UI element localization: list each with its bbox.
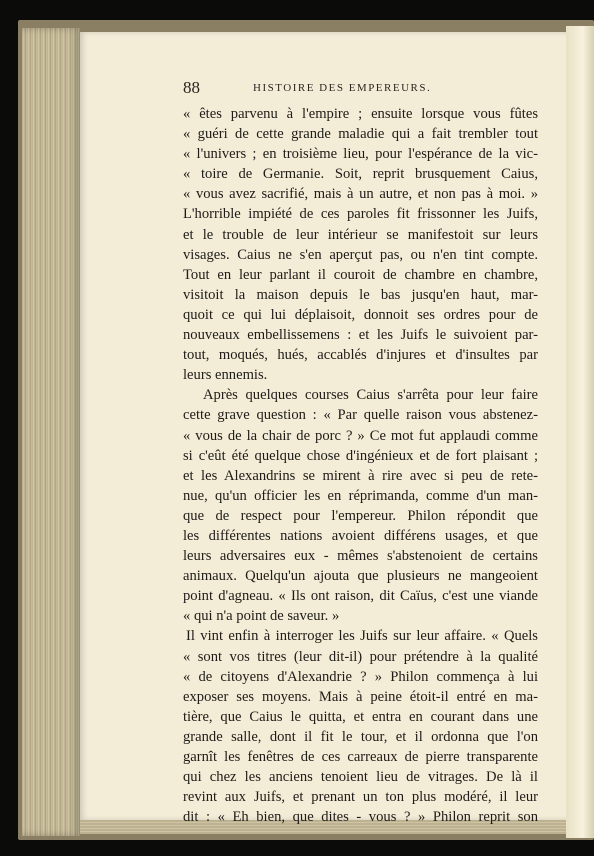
text-line: cette grave question : « Par quelle raison vous abstenez- — [183, 407, 538, 424]
text-line: qui chez les anciens tenoient lieu de vitrages. De là il — [183, 769, 538, 786]
text-line: garnît les fenêtres de ces carreaux de pierre transparente — [183, 749, 538, 765]
text-line: revint aux Juifs, et prenant un ton plus modéré, il leur — [183, 789, 538, 806]
text-line: Tout en leur parlant il couroit de chambre en chambre, — [183, 266, 538, 283]
text-line: visages. Caius ne s'en aperçut pas, ou n'en tint compte. — [183, 246, 538, 263]
text-line: « sont vos titres (leur dit-il) pour prétendre à la qualité — [183, 648, 538, 665]
text-line: nue, qu'un officier les en réprimanda, comme d'un man- — [183, 487, 538, 504]
text-line: que de respect pour l'empereur. Philon répondit que — [183, 507, 538, 524]
text-line: « êtes parvenu à l'empire ; ensuite lorsque vous fûtes — [183, 106, 538, 122]
text-line: dit : « Eh bien, que dites - vous ? » Philon reprit son — [183, 809, 538, 826]
text-line: « qui n'a point de saveur. » — [183, 608, 340, 625]
text-line: « de citoyens d'Alexandrie ? » Philon commença à lui — [183, 668, 538, 685]
text-line: « vous avez sacrifié, mais à un autre, et non pas à moi. » — [183, 186, 538, 203]
text-line: Après quelques courses Caius s'arrêta pour leur faire — [203, 387, 538, 404]
page-edges-left — [22, 28, 80, 836]
text-line: « toire de Germanie. Soit, reprit brusquement Caius, — [183, 166, 538, 183]
text-line: animaux. Quelqu'un ajouta que plusieurs ne mangeoient — [183, 568, 538, 585]
text-line: leurs adversaires eux - mêmes s'abstenoient de certains — [183, 548, 538, 565]
facing-page-edge — [566, 26, 594, 838]
text-line: visitoit la maison depuis le bas jusqu'en haut, mar- — [183, 286, 538, 303]
body-text — [183, 104, 538, 827]
text-line: et les Alexandrins se mirent à rire avec si peu de rete- — [183, 467, 538, 484]
text-line: tout, moqués, hués, accablés d'injures et d'insultes par — [183, 347, 538, 364]
text-line: exposer ses moyens. Mais à peine étoit-il entré en ma- — [183, 688, 538, 705]
text-line: leurs ennemis. — [183, 367, 268, 384]
text-line: et le trouble de leur intérieur se manifestoit sur leurs — [183, 226, 538, 243]
text-line: point d'agneau. « Ils ont raison, dit Caïus, c'est une viande — [183, 588, 538, 605]
text-line: L'horrible impiété de ces paroles fit frissonner les Juifs, — [183, 206, 538, 223]
text-line: nouveaux embellissemens : et les Juifs le suivoient par- — [183, 327, 538, 344]
page-header — [183, 78, 538, 100]
text-line: « vous de la chair de porc ? » Ce mot fut applaudi comme — [183, 427, 538, 444]
text-line: Il vint enfin à interroger les Juifs sur leur affaire. « Quels — [186, 628, 538, 645]
running-title: HISTOIRE DES EMPEREURS. — [253, 82, 432, 94]
text-line: tière, que Caius le quitta, et entra en courant dans une — [183, 708, 538, 725]
text-line: « l'univers ; en troisième lieu, pour l'espérance de la vic- — [183, 146, 538, 163]
text-line: grande salle, dont il fit le tour, et il ordonna que l'on — [183, 728, 538, 745]
page-number: 88 — [183, 78, 200, 97]
text-line: « guéri de cette grande maladie qui a fait trembler tout — [183, 126, 538, 143]
text-line: les différentes nations avoient différens usages, et que — [183, 527, 538, 544]
text-line: si c'eût été quelque chose d'ingénieux et de fort plaisant ; — [183, 447, 538, 464]
text-line: quoit ce qui lui déplaisoit, donnoit ses ordres pour de — [183, 306, 538, 323]
